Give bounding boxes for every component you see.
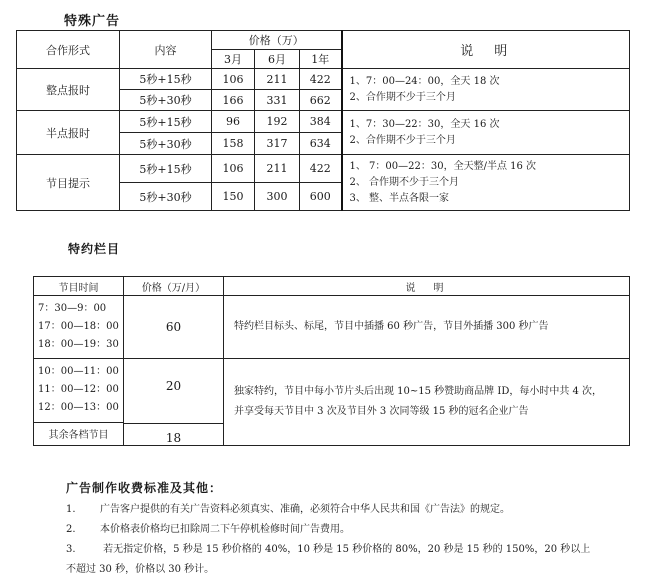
note-continuation: 不超过 30 秒，价格以 30 秒计。 xyxy=(66,564,215,575)
content-cell: 5秒+30秒 xyxy=(120,183,212,211)
desc-cell xyxy=(342,69,630,111)
note-text: 若无指定价格，5 秒是 15 秒价格的 40%，10 秒是 15 秒价格的 80%，20 秒是 15 秒的 150%，20 秒以上 xyxy=(100,544,591,555)
desc-line: 1、 7：00—22：30，全天整/半点 16 次 xyxy=(349,160,537,172)
header-3m: 3月 xyxy=(212,50,255,69)
desc-line: 2、合作期不少于三个月 xyxy=(349,91,456,103)
desc-line: 1、7：30—22：30，全天 16 次 xyxy=(349,118,500,130)
time-cell: 其余各档节目 xyxy=(34,422,124,445)
price-6m: 211 xyxy=(255,155,300,183)
price-1y: 600 xyxy=(300,183,342,211)
desc-line: 3、 整、半点各限一家 xyxy=(349,192,450,204)
note-text: 本价格表价格均已扣除周二下午停机检修时间广告费用。 xyxy=(100,524,350,535)
price-6m: 192 xyxy=(255,111,300,133)
table-row xyxy=(34,296,630,359)
time-slot: 17：00—18：00 xyxy=(38,321,119,332)
desc-cell: 特约栏目标头、标尾，节目中插播 60 秒广告，节目外插播 300 秒广告 xyxy=(224,296,630,359)
price-6m: 331 xyxy=(255,90,300,111)
content-cell: 5秒+15秒 xyxy=(120,69,212,90)
section-title-sponsored: 特约栏目 xyxy=(68,242,121,256)
price-3m: 166 xyxy=(212,90,255,111)
price-cell xyxy=(124,359,224,446)
price-3m: 150 xyxy=(212,183,255,211)
table-row xyxy=(17,69,630,90)
special-ads-table xyxy=(16,30,630,211)
header-time: 节目时间 xyxy=(34,277,124,296)
header-6m: 6月 xyxy=(255,50,300,69)
note-number: 2. xyxy=(66,524,76,535)
time-slot: 11：00—12：00 xyxy=(38,384,119,396)
note-text: 广告客户提供的有关广告资料必须真实、准确，必须符合中华人民共和国《广告法》的规定。 xyxy=(100,504,510,515)
note-number: 3. xyxy=(66,544,76,555)
header-form: 合作形式 xyxy=(17,31,120,69)
note-item xyxy=(66,520,656,540)
desc-line: 2、合作期不少于三个月 xyxy=(349,134,456,146)
notes-section xyxy=(66,478,656,580)
price-3m: 106 xyxy=(212,69,255,90)
header-content: 内容 xyxy=(120,31,212,69)
form-cell: 整点报时 xyxy=(17,69,120,111)
price-6m: 211 xyxy=(255,69,300,90)
desc-line: 1、7：00—24：00，全天 18 次 xyxy=(349,75,500,87)
price-1y: 634 xyxy=(300,133,342,155)
note-number: 1. xyxy=(66,504,76,515)
header-desc: 说 明 xyxy=(342,31,630,69)
desc-cell xyxy=(342,155,630,211)
header-1y: 1年 xyxy=(300,50,342,69)
time-slot: 12：00—13：00 xyxy=(38,402,119,414)
desc-line: 并享受每天节目中 3 次及节目外 3 次同等级 15 秒的冠名企业广告 xyxy=(234,406,529,417)
time-cell xyxy=(34,359,124,423)
price-6m: 317 xyxy=(255,133,300,155)
notes-title: 广告制作收费标准及其他： xyxy=(66,481,223,495)
note-item xyxy=(66,540,656,560)
content-cell: 5秒+15秒 xyxy=(120,111,212,133)
header-price: 价格（万/月） xyxy=(124,277,224,296)
content-cell: 5秒+30秒 xyxy=(120,133,212,155)
price-value: 18 xyxy=(124,423,223,445)
time-slot: 7：30—9：00 xyxy=(38,303,107,314)
time-slot: 10：00—11：00 xyxy=(38,366,119,378)
price-6m: 300 xyxy=(255,183,300,211)
sponsored-table xyxy=(33,276,630,446)
table-row xyxy=(17,111,630,133)
desc-line: 2、 合作期不少于三个月 xyxy=(349,176,460,188)
form-cell: 节目提示 xyxy=(17,155,120,211)
price-1y: 422 xyxy=(300,69,342,90)
time-slot: 18：00—19：30 xyxy=(38,339,119,350)
content-cell: 5秒+30秒 xyxy=(120,90,212,111)
price-1y: 384 xyxy=(300,111,342,133)
desc-cell xyxy=(342,111,630,155)
price-value: 20 xyxy=(165,379,182,393)
header-price: 价格（万） xyxy=(212,31,342,50)
table-row xyxy=(17,155,630,183)
price-3m: 106 xyxy=(212,155,255,183)
price-cell: 60 xyxy=(124,296,224,359)
content-cell: 5秒+15秒 xyxy=(120,155,212,183)
price-3m: 96 xyxy=(212,111,255,133)
note-item xyxy=(66,500,656,520)
price-3m: 158 xyxy=(212,133,255,155)
header-desc: 说 明 xyxy=(224,277,630,296)
table-row xyxy=(34,359,630,423)
form-cell: 半点报时 xyxy=(17,111,120,155)
price-1y: 662 xyxy=(300,90,342,111)
section-title-special-ads: 特殊广告 xyxy=(64,14,121,29)
time-cell xyxy=(34,296,124,359)
price-1y: 422 xyxy=(300,155,342,183)
desc-line: 独家特约，节目中每小节片头后出现 10~15 秒赞助商品牌 ID，每小时中共 4 次， xyxy=(234,386,603,397)
desc-cell xyxy=(224,359,630,446)
